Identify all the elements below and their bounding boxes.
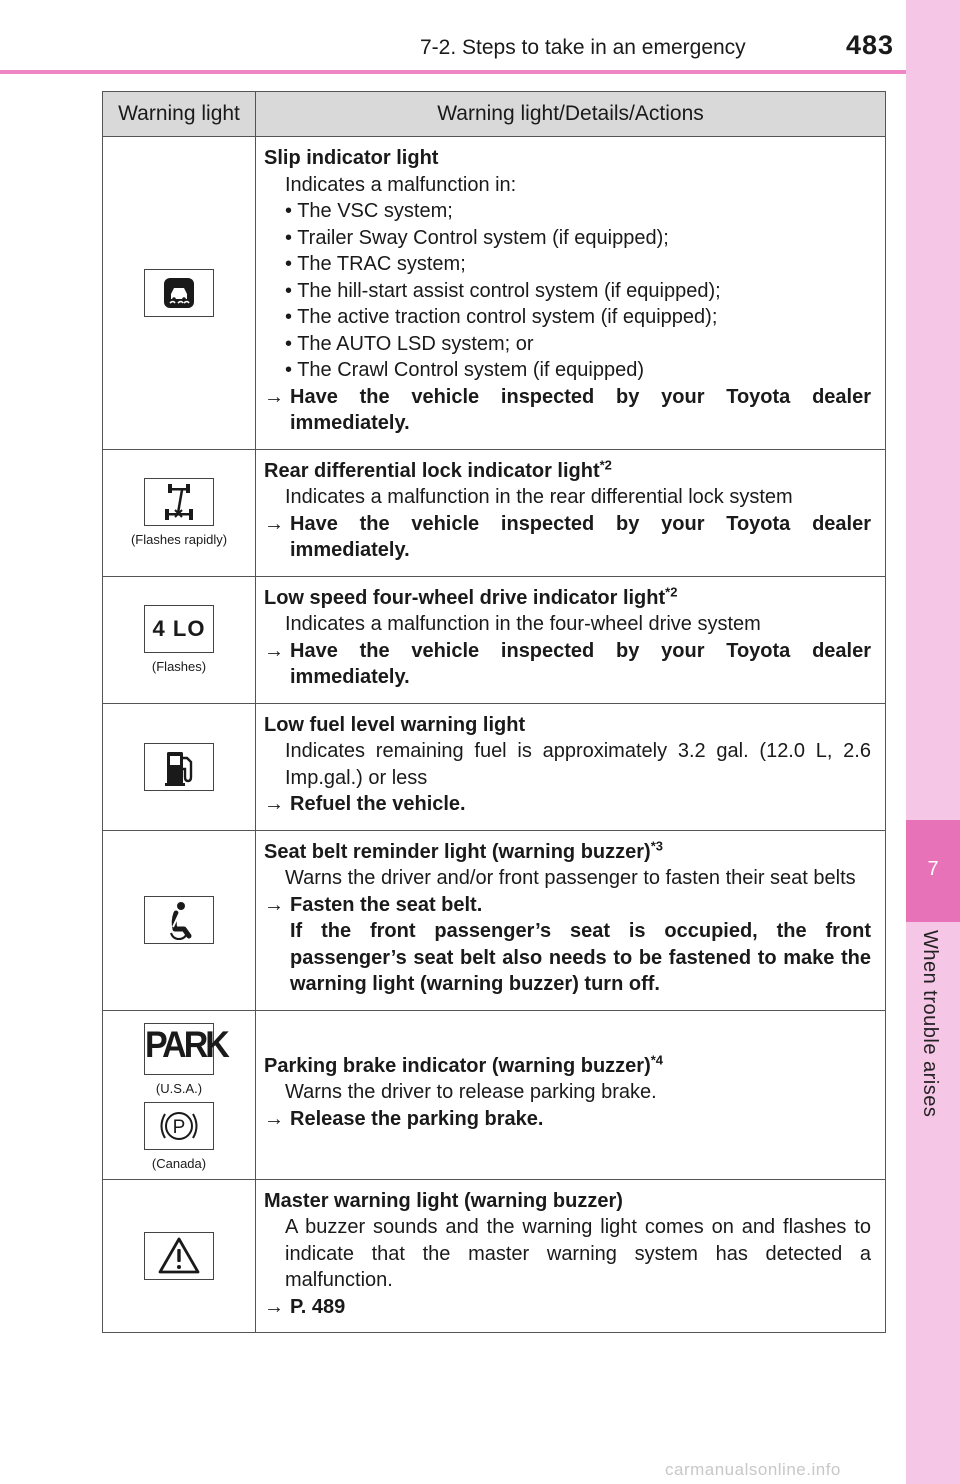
action-line xyxy=(264,638,871,691)
footnote-mark: *4 xyxy=(650,1052,664,1068)
warning-title-text: Parking brake indicator (warning buzzer) xyxy=(264,1054,651,1077)
icon-cell xyxy=(103,1179,256,1333)
side-tab xyxy=(906,0,960,1484)
bullet-item: • The VSC system; xyxy=(285,200,453,222)
action-line xyxy=(264,1294,871,1321)
col-header-details: Warning light/Details/Actions xyxy=(256,92,886,137)
table-row xyxy=(103,576,886,703)
arrow-icon: → xyxy=(264,793,284,815)
warning-title xyxy=(264,458,871,485)
icon-cell xyxy=(103,1010,256,1179)
details-cell xyxy=(256,830,886,1010)
icon-cell xyxy=(103,703,256,830)
table-header-row xyxy=(103,92,886,137)
park-icon xyxy=(144,1023,227,1075)
action-text: Release the parking brake. xyxy=(290,1107,544,1130)
master-warning-icon xyxy=(144,1232,214,1280)
icon-caption: (U.S.A.) xyxy=(155,1080,203,1096)
arrow-icon: → xyxy=(264,1295,284,1318)
warning-title: Master warning light (warning buzzer) xyxy=(264,1189,623,1212)
table-row xyxy=(103,830,886,1010)
warning-title: Slip indicator light xyxy=(264,147,439,169)
bullet-item: • The AUTO LSD system; or xyxy=(285,332,534,355)
details-cell xyxy=(256,449,886,576)
warning-title-text: Low speed four-wheel drive indicator light xyxy=(264,586,666,609)
running-header: 7-2. Steps to take in an emergency xyxy=(420,36,746,59)
warning-title xyxy=(264,1053,871,1080)
footnote-mark: *3 xyxy=(650,837,664,853)
page-link[interactable]: P. 489 xyxy=(290,1295,346,1318)
parking-brake-p-text: P xyxy=(172,1116,186,1138)
warning-title-text: Rear differential lock indicator light xyxy=(264,459,600,482)
parking-brake-p-icon xyxy=(144,1102,214,1150)
table-row xyxy=(103,703,886,830)
warning-title xyxy=(264,839,871,866)
warning-body: Indicates a malfunction in: xyxy=(285,173,517,196)
action-text: Refuel the vehicle. xyxy=(290,793,466,815)
details-cell xyxy=(256,1179,886,1333)
action-text: Have the vehicle inspected by your Toyota dealer immediately. xyxy=(290,385,871,434)
arrow-icon: → xyxy=(264,639,284,662)
watermark: carmanualsonline.info xyxy=(665,1460,841,1479)
icon-cell xyxy=(103,830,256,1010)
header-rule xyxy=(0,70,906,74)
action-line xyxy=(264,384,871,437)
icon-caption: (Flashes) xyxy=(151,659,207,674)
icon-caption: (Canada) xyxy=(151,1155,207,1171)
table-row xyxy=(103,137,886,450)
col-header-warning-light: Warning light xyxy=(103,92,256,137)
warning-body: A buzzer sounds and the warning light comes on and flashes to indicate that the master warning system has detected a malfunction. xyxy=(285,1216,871,1291)
arrow-icon: → xyxy=(264,385,284,408)
details-cell xyxy=(256,576,886,703)
warning-title-text: Seat belt reminder light (warning buzzer) xyxy=(264,840,651,863)
table-row xyxy=(103,1010,886,1179)
footnote-mark: *2 xyxy=(665,583,678,599)
arrow-icon: → xyxy=(264,893,284,916)
action-line xyxy=(264,791,871,818)
warning-body: Indicates a malfunction in the rear differential lock system xyxy=(285,486,793,508)
arrow-icon: → xyxy=(264,1107,284,1130)
bullet-item: • The active traction control system (if equipped); xyxy=(285,306,718,328)
warning-body: Warns the driver to release parking brake. xyxy=(285,1081,657,1104)
table-row xyxy=(103,449,886,576)
action-text: Have the vehicle inspected by your Toyota dealer immediately. xyxy=(290,512,871,561)
table-row xyxy=(103,1179,886,1333)
4lo-icon-text: 4 LO xyxy=(152,616,206,641)
chapter-label: When trouble arises xyxy=(919,930,941,1118)
seat-belt-icon xyxy=(144,896,214,944)
details-cell xyxy=(256,1010,886,1179)
action-text: Have the vehicle inspected by your Toyota dealer immediately. xyxy=(290,639,871,688)
details-cell xyxy=(256,137,886,450)
warning-light-table xyxy=(102,91,886,1333)
warning-body: Indicates remaining fuel is approximately 3.2 gal. (12.0 L, 2.6 Imp.gal.) or less xyxy=(285,740,871,789)
warning-body: Warns the driver and/or front passenger to fasten their seat belts xyxy=(285,867,856,889)
action-extra: If the front passenger’s seat is occupied, the front passenger’s seat belt also needs to be fastened to make the warning light (warning buzzer) turn off. xyxy=(290,920,871,995)
warning-title xyxy=(264,585,871,612)
fuel-pump-icon xyxy=(144,743,214,791)
icon-cell xyxy=(103,576,256,703)
park-icon-text: PARK xyxy=(145,1023,227,1066)
bullet-item: • Trailer Sway Control system (if equipped); xyxy=(285,226,669,249)
4lo-icon xyxy=(144,605,214,653)
arrow-icon: → xyxy=(264,512,284,535)
chapter-number: 7 xyxy=(927,858,939,880)
action-line xyxy=(264,892,871,919)
slip-indicator-icon xyxy=(144,269,214,317)
rear-diff-lock-icon xyxy=(144,478,214,526)
action-line xyxy=(264,1106,871,1133)
warning-title: Low fuel level warning light xyxy=(264,713,526,736)
icon-cell xyxy=(103,137,256,450)
icon-cell xyxy=(103,449,256,576)
icon-caption: (Flashes rapidly) xyxy=(130,532,228,547)
page-number: 483 xyxy=(846,30,895,60)
bullet-item: • The Crawl Control system (if equipped) xyxy=(285,359,644,381)
details-cell xyxy=(256,703,886,830)
action-line xyxy=(264,511,871,564)
footnote-mark: *2 xyxy=(599,456,612,472)
bullet-item: • The TRAC system; xyxy=(285,253,466,275)
warning-body: Indicates a malfunction in the four-wheel drive system xyxy=(285,613,761,635)
action-text: Fasten the seat belt. xyxy=(290,893,483,916)
bullet-item: • The hill-start assist control system (if equipped); xyxy=(285,279,721,302)
